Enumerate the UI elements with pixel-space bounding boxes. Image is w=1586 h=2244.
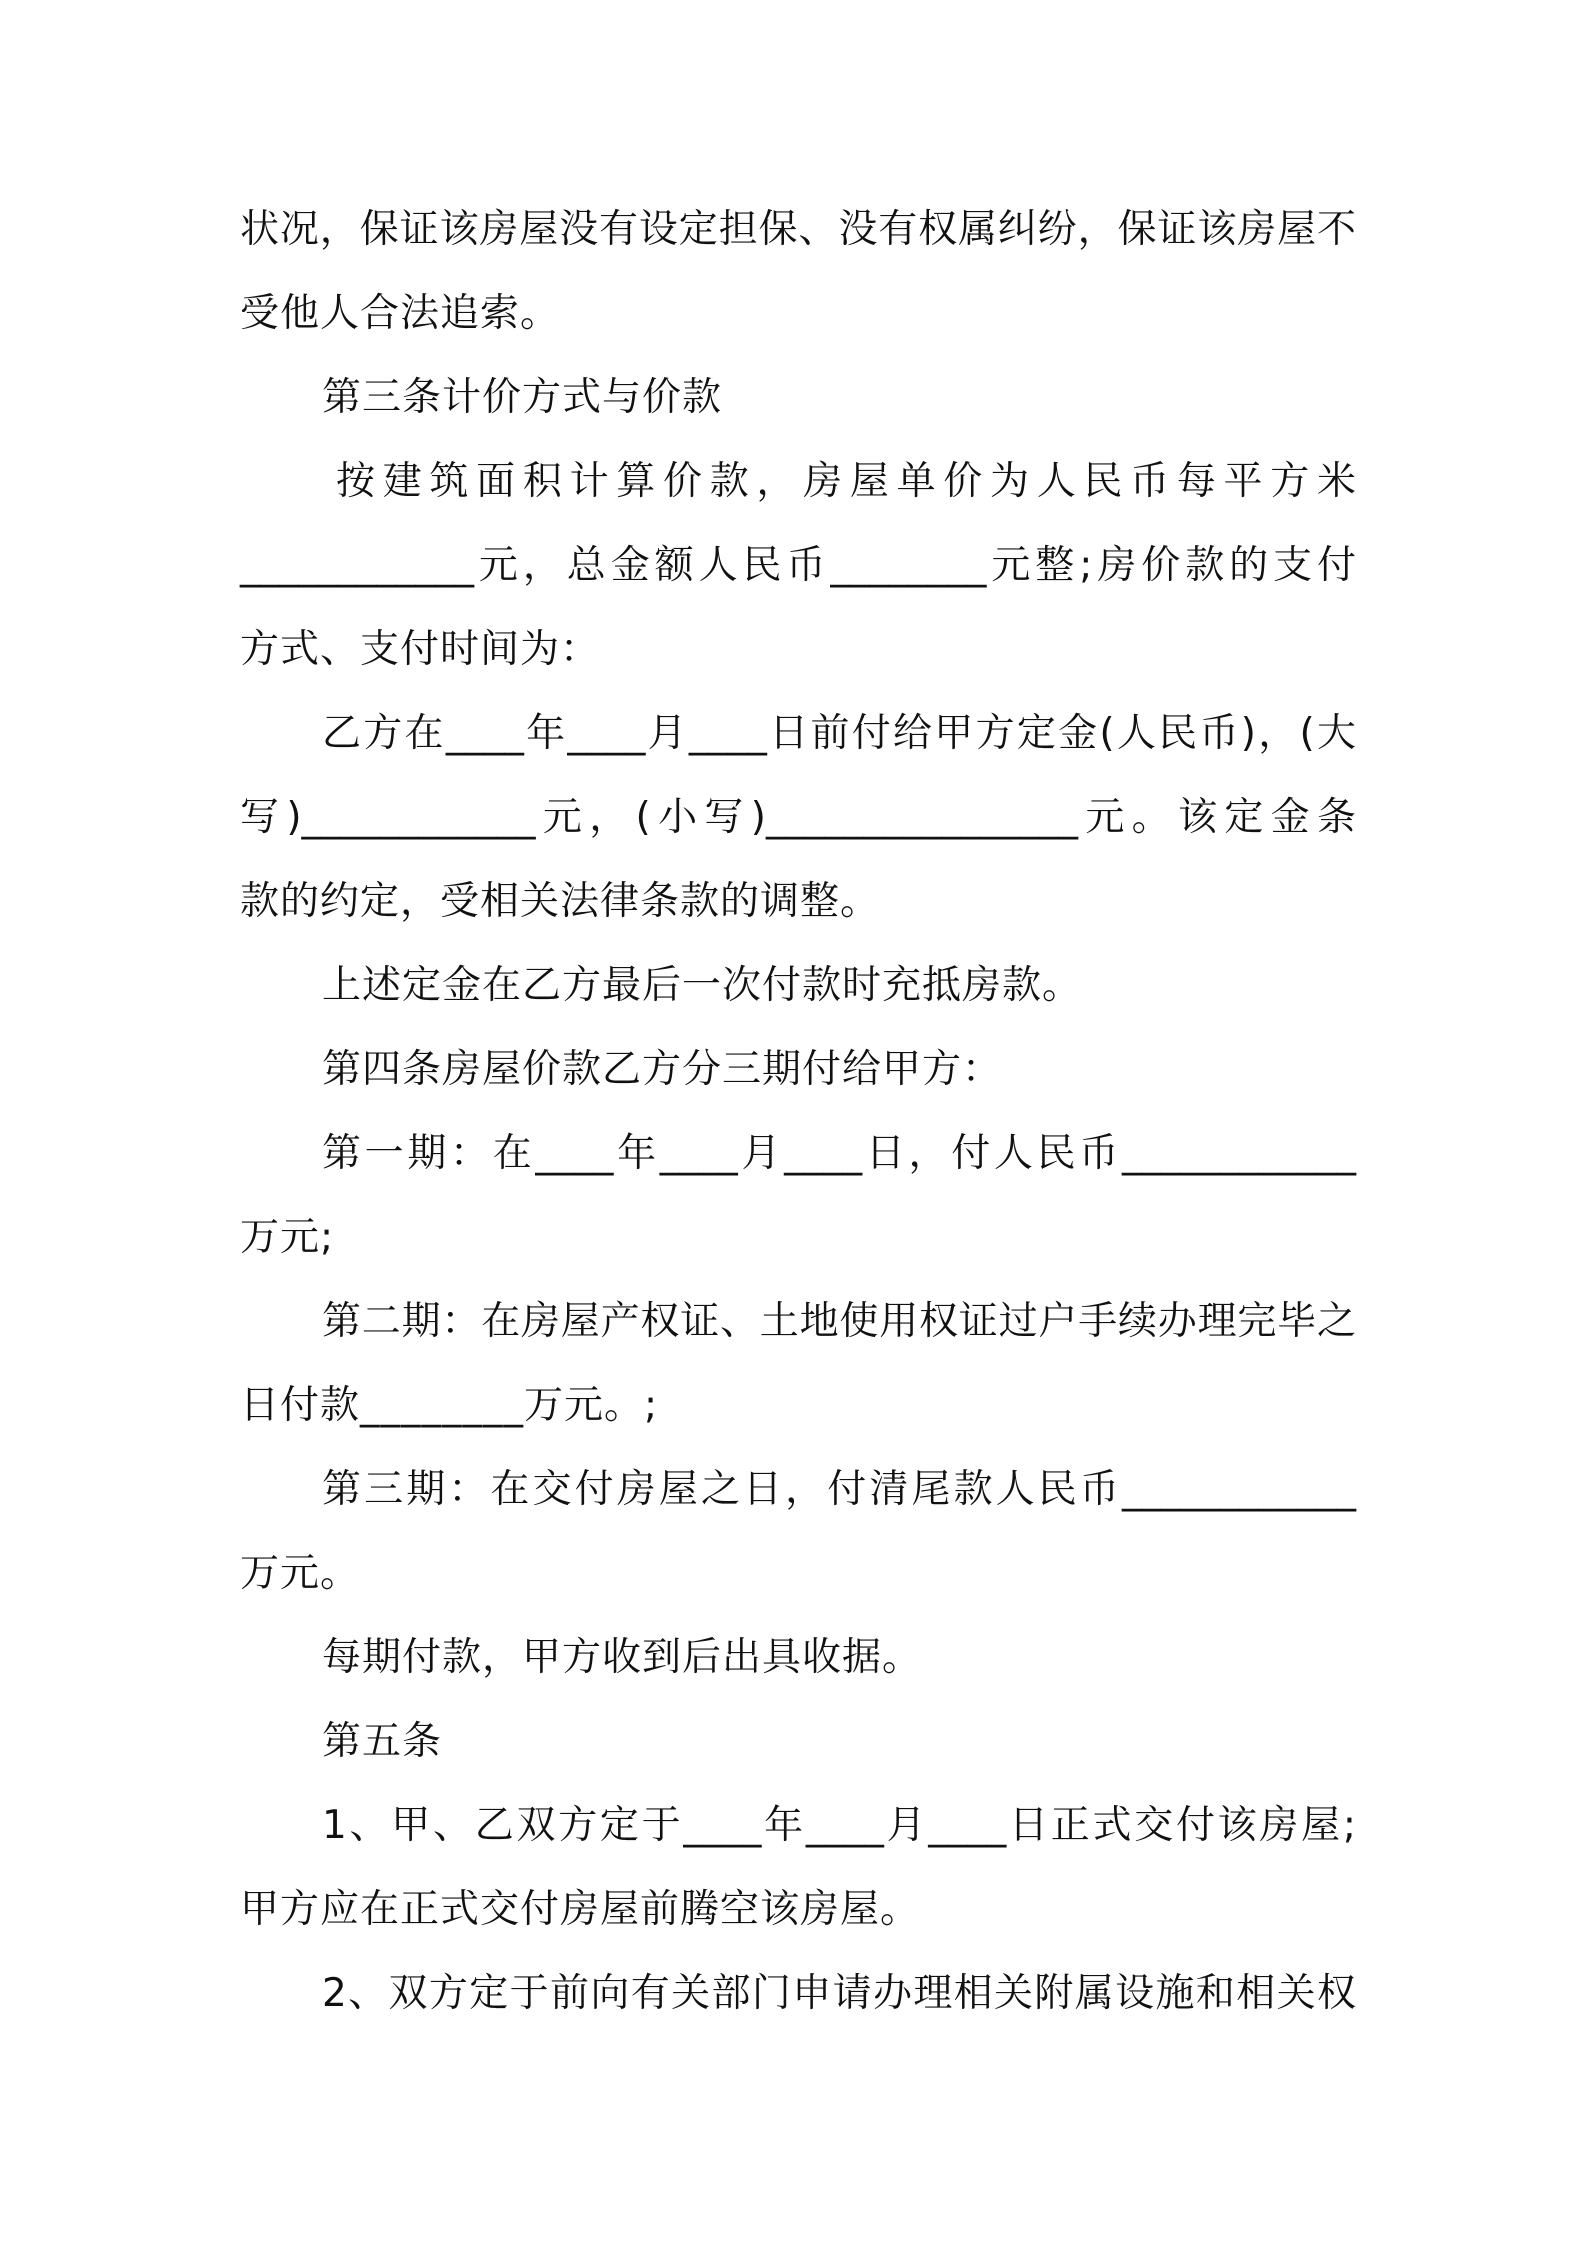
text-line: 上述定金在乙方最后一次付款时充抵房款。: [322, 963, 1083, 1008]
text-line: 受他人合法追索。: [240, 291, 561, 336]
text-line: 每期付款，甲方收到后出具收据。: [322, 1635, 923, 1680]
section-heading: 第四条房屋价款乙方分三期付给甲方：: [322, 1047, 1003, 1092]
text-line: 按建筑面积计算价款，房屋单价为人民币每平方米: [336, 459, 1356, 504]
text-line: 第一期：在____年____月____日，付人民币____________: [322, 1131, 1356, 1176]
text-line: 1、甲、乙双方定于____年____月____日正式交付该房屋;: [322, 1803, 1357, 1848]
text-line: 万元。: [240, 1551, 361, 1596]
text-line: 乙方在____年____月____日前付给甲方定金(人民币)，(大: [322, 711, 1356, 756]
text-line: 写)____________元，(小写)________________元。该定金条: [240, 795, 1356, 840]
text-line: 2、双方定于前向有关部门申请办理相关附属设施和相关权: [322, 1971, 1356, 2016]
section-heading: 第三条计价方式与价款: [322, 375, 723, 420]
text-line: 方式、支付时间为：: [240, 627, 601, 672]
text-line: ____________元，总金额人民币________元整;房价款的支付: [240, 543, 1356, 588]
text-line: 第三期：在交付房屋之日，付清尾款人民币____________: [322, 1467, 1356, 1512]
text-line: 款的约定，受相关法律条款的调整。: [240, 879, 881, 924]
text-line: 万元;: [240, 1215, 335, 1260]
section-heading: 第五条: [322, 1719, 443, 1764]
text-line: 甲方应在正式交付房屋前腾空该房屋。: [240, 1887, 921, 1932]
text-line: 日付款________万元。;: [240, 1383, 659, 1428]
text-line: 第二期：在房屋产权证、土地使用权证过户手续办理完毕之: [322, 1299, 1356, 1344]
text-line: 状况，保证该房屋没有设定担保、没有权属纠纷，保证该房屋不: [240, 207, 1356, 252]
